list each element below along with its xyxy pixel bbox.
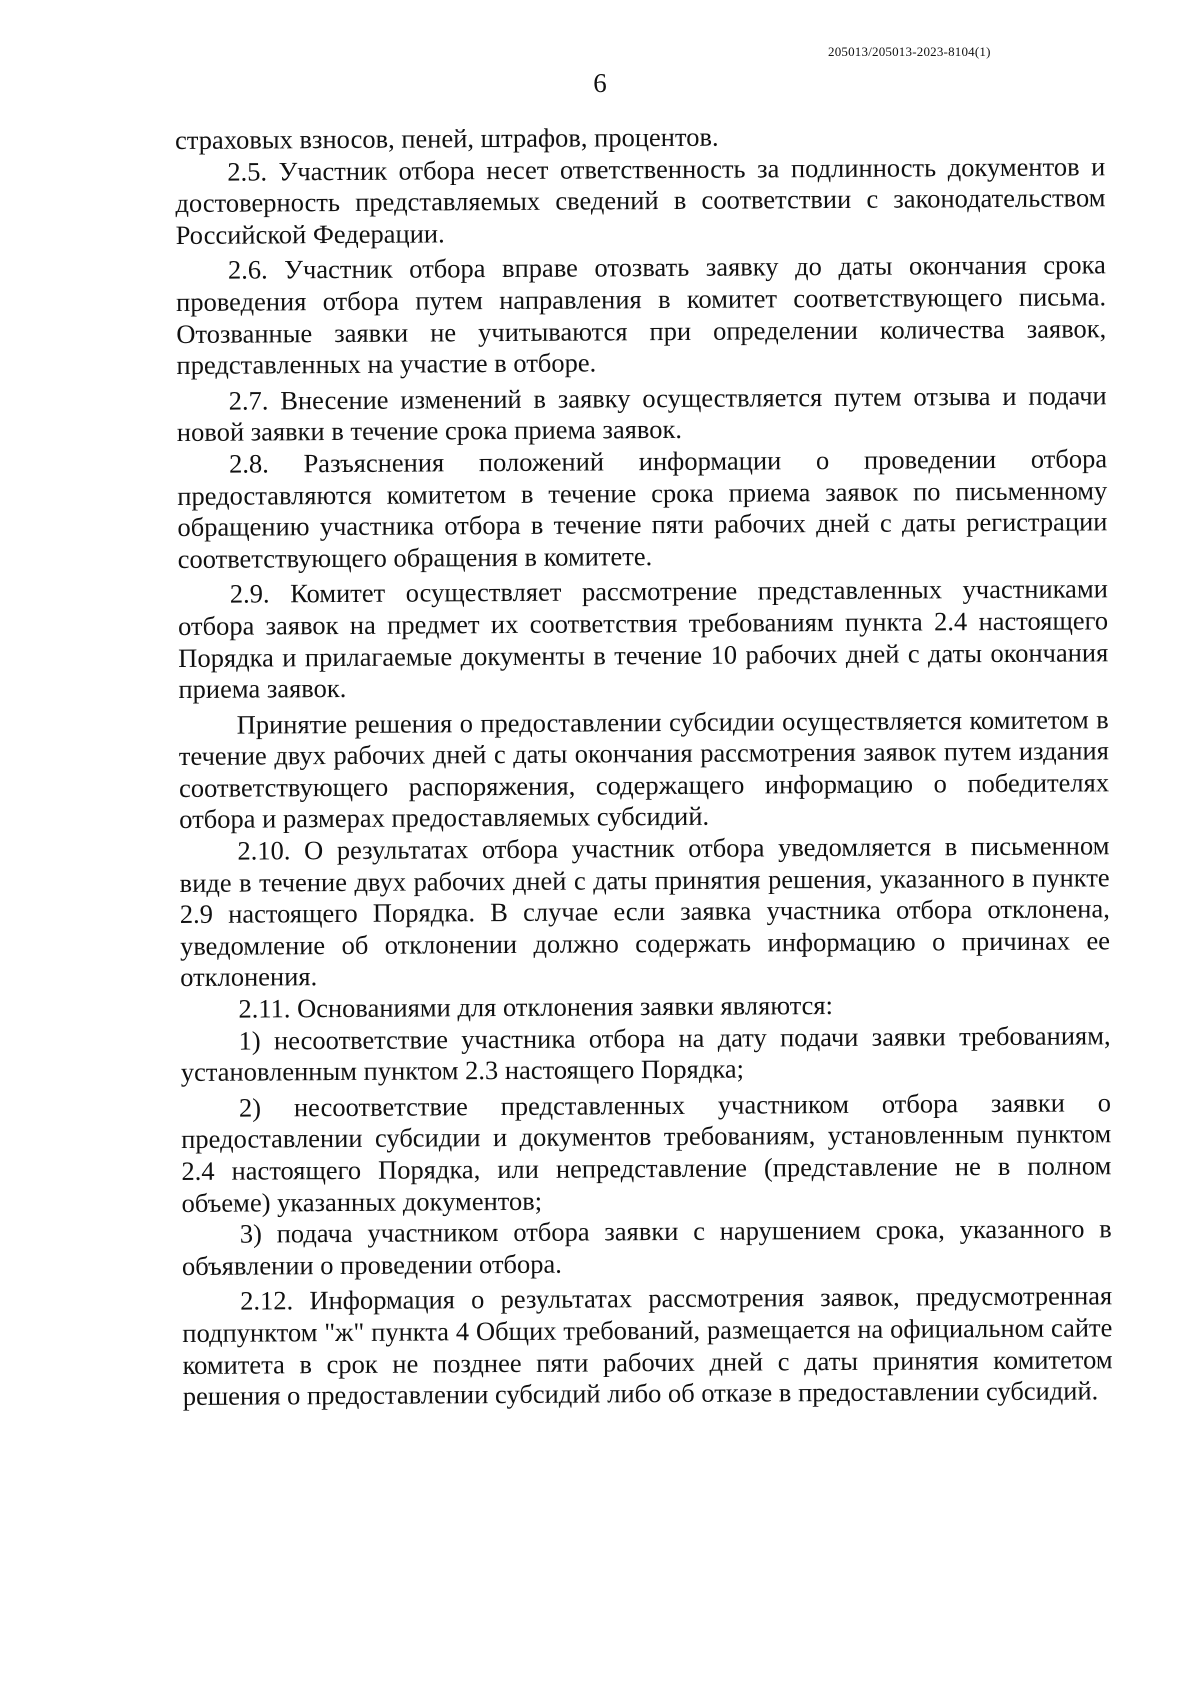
paragraph-2-11: 2.11. Основаниями для отклонения заявки являются: (238, 990, 834, 1024)
paragraph-2-12: 2.12. Информация о результатах рассмотрения заявок, предусмотренная подпунктом "ж" пункта 4 Общих требований, размещается на официальном сайте комитета в срок не позднее пяти рабочих дней с даты принятия комитетом решения о предоставлении субсидий либо об отказе в предоставлении субсидий. (182, 1280, 1113, 1412)
paragraph-decision: Принятие решения о предоставлении субсидии осуществляется комитетом в течение двух рабочих дней с даты окончания рассмотрения заявок путем издания соответствующего распоряжения, содержащего информацию о победителях отбора и размерах предоставляемых субсидий. (178, 703, 1110, 835)
paragraph-2-10: 2.10. О результатах отбора участник отбора уведомляется в письменном виде в течение двух рабочих дней с даты принятия решения, указанного в пункте 2.9 настоящего Порядка. В случае если заявка участника отбора отклонена, уведомление об отклонении должно содержать информацию о причинах ее отклонения. (179, 830, 1111, 993)
paragraph-2-6: 2.6. Участник отбора вправе отозвать заявку до даты окончания срока проведения отбора путем направления в комитет соответствующего письма. Отозванные заявки не учитываются при определении количества заявок, представленных на участие в отборе. (175, 249, 1107, 381)
paragraph: страховых взносов, пеней, штрафов, процентов. (175, 121, 719, 155)
document-body (175, 119, 1113, 1412)
paragraph-2-7: 2.7. Внесение изменений в заявку осуществляется путем отзыва и подачи новой заявки в течение срока приема заявок. (176, 380, 1107, 448)
list-item-3: 3) подача участником отбора заявки с нарушением срока, указанного в объявлении о проведении отбора. (181, 1213, 1112, 1281)
page-number: 6 (593, 68, 607, 98)
list-item-2: 2) несоответствие представленных участником отбора заявки о предоставлении субсидии и документов требованиям, установленным пунктом 2.4 настоящего Порядка, или непредставление (представление не в полном объеме) указанных документов; (181, 1087, 1112, 1218)
list-item-1: 1) несоответствие участника отбора на дату подачи заявки требованиям, установленным пунктом 2.3 настоящего Порядка; (180, 1019, 1111, 1088)
document-id: 205013/205013-2023-8104(1) (828, 44, 991, 59)
paragraph-2-8: 2.8. Разъяснения положений информации о проведении отбора предоставляются комитетом в течение срока приема заявок по письменному обращению участника отбора в течение пяти рабочих дней с даты регистрации соответствующего обращения в комитете. (177, 443, 1108, 574)
paragraph-2-5: 2.5. Участник отбора несет ответственность за подлинность документов и достоверность представляемых сведений в соответствии с законодательством Российской Федерации. (175, 150, 1106, 250)
paragraph-2-9: 2.9. Комитет осуществляет рассмотрение представленных участниками отбора заявок на предмет их соответствия требованиям пункта 2.4 настоящего Порядка и прилагаемые документы в течение 10 рабочих дней с даты окончания приема заявок. (177, 573, 1109, 705)
